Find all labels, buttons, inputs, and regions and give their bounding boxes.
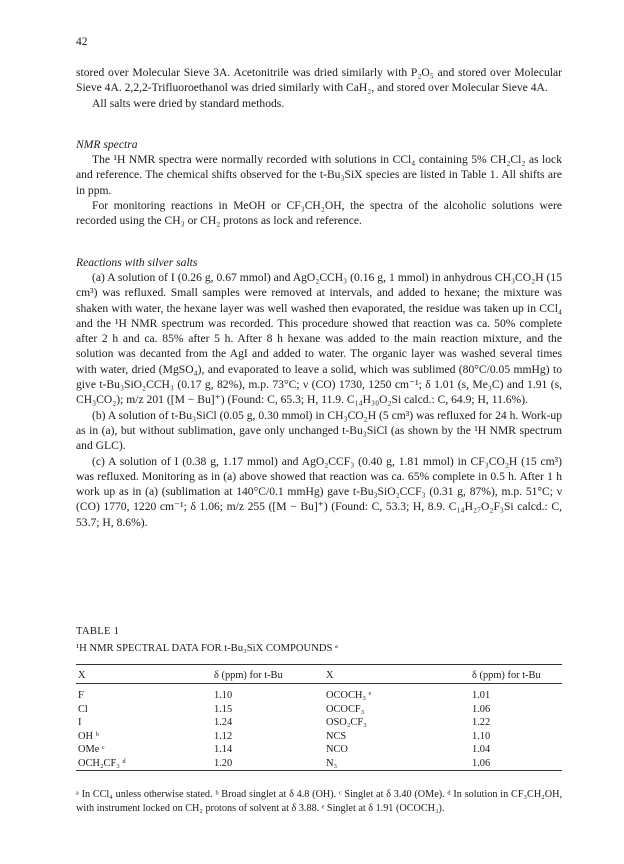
table-cell: NCO (326, 744, 348, 756)
table-header-row (76, 670, 562, 686)
table-label: TABLE 1 (76, 626, 120, 637)
paragraph-solvents: stored over Molecular Sieve 3A. Acetonitrile was dried similarly with P₂O₅ and stored over Molecular Sieve 4A. 2,2,2-Trifluoroethanol was dried similarly with CaH₂, and stored over Molecular Sieve 4A. (76, 66, 562, 95)
section-heading-silver: Reactions with silver salts (76, 255, 198, 269)
page-number: 42 (76, 36, 88, 48)
table-cell: 1.10 (472, 730, 491, 742)
body-text (76, 65, 562, 530)
table-cell: OSO₂CF₃ (326, 717, 367, 729)
table-cell: NCS (326, 730, 347, 742)
table-cell: 1.22 (472, 717, 491, 729)
table-row (76, 758, 562, 772)
table-header-cell: X (326, 670, 334, 681)
table-footnote: ᵃ In CCl₄ unless otherwise stated. ᵇ Broad singlet at δ 4.8 (OH). ᶜ Singlet at δ 3.40 (OMe). ᵈ In solution in CF₃CH₂OH, with instrument locked on CH₂ protons of solvent at δ 3.88. ᵉ Singlet at δ 1.91 (OCOCH₃). (76, 789, 562, 814)
table-caption: ¹H NMR SPECTRAL DATA FOR t-Bu₃SiX COMPOUNDS ᵃ (76, 643, 338, 654)
table-top-rule (76, 664, 562, 665)
table-cell: Cl (78, 703, 88, 715)
paragraph-nmr-2: For monitoring reactions in MeOH or CF₃CH₂OH, the spectra of the alcoholic solutions were recorded using the CH₃ or CH₂ protons as lock and reference. (76, 199, 562, 228)
paragraph-reaction-c: (c) A solution of I (0.38 g, 1.17 mmol) and AgO₂CCF₃ (0.40 g, 1.81 mmol) in CF₃CO₂H (15 cm³) was refluxed. Monitoring as in (a) above showed that reaction was ca. 65% complete in 0.5 h. After 1 h work up as in (a) (sublimation at 140°C/0.1 mmHg) gave t-Bu₃SiO₂CCF₃ (0.31 g, 87%), m.p. 51°C; ν (CO) 1770, 1220 cm⁻¹; δ 1.06; m/z 255 ([M − Bu]⁺) (Found: C, 53.3; H, 8.9. C₁₄H₂₇O₂F₃Si calcd.: C, 53.7; H, 8.6%). (76, 454, 562, 529)
table-row (76, 744, 562, 758)
table-row (76, 690, 562, 704)
table-row (76, 717, 562, 731)
table-cell: 1.15 (214, 703, 233, 715)
table-cell: 1.04 (472, 744, 491, 756)
table-cell: 1.20 (214, 757, 233, 769)
table-cell: 1.10 (214, 690, 233, 701)
table-header-cell: δ (ppm) for t-Bu (214, 670, 283, 681)
table-header-cell: X (78, 670, 86, 681)
table-cell: 1.06 (472, 757, 491, 769)
table-cell: F (78, 690, 84, 701)
paragraph-reaction-a: (a) A solution of I (0.26 g, 0.67 mmol) and AgO₂CCH₃ (0.16 g, 1 mmol) in anhydrous CH₃CO₂H (15 cm³) was refluxed. Small samples were removed at intervals, and added to hexane; the mixture was shaken with water, the hexane layer was well washed then evaporated, the residue was taken up in CCl₄ and the ¹H NMR spectrum was recorded. This procedure showed that reaction was ca. 50% complete after 2 h and ca. 85% after 5 h. After 8 h hexane was added to the main reaction mixture, and the solution was decanted from the AgI and added to water. The organic layer was washed several times with water, dried (MgSO₄), and evaporated to leave a solid, which was sublimed (80°C/0.05 mmHg) to give t-Bu₃SiO₂CCH₃ (0.17 g, 82%), m.p. 73°C; ν (CO) 1730, 1250 cm⁻¹; δ 1.01 (s, Me₃C) and 1.91 (s, CH₃CO₂); m/z 201 ([M − Bu]⁺) (Found: C, 65.3; H, 11.9. C₁₄H₃₀O₂Si calcd.: C, 64.9; H, 11.6%). (76, 270, 562, 407)
paragraph-reaction-b: (b) A solution of t-Bu₃SiCl (0.05 g, 0.30 mmol) in CH₃CO₂H (5 cm³) was refluxed for 24 h. Work-up as in (a), but without sublimation, gave only unchanged t-Bu₃SiCl (as shown by the ¹H NMR spectrum and GLC). (76, 408, 562, 453)
table-header-cell: δ (ppm) for t-Bu (472, 670, 541, 681)
table-cell: I (78, 717, 82, 729)
table-row (76, 731, 562, 745)
table-cell: 1.01 (472, 690, 491, 701)
table-cell: OCOCH₃ ᵉ (326, 690, 372, 701)
table-cell: 1.06 (472, 703, 491, 715)
table-cell: OMe ᶜ (78, 744, 105, 756)
paragraph-salts: All salts were dried by standard methods. (92, 96, 285, 110)
table-cell: 1.12 (214, 730, 233, 742)
paragraph-nmr-1: The ¹H NMR spectra were normally recorded with solutions in CCl₄ containing 5% CH₂Cl₂ as lock and reference. The chemical shifts observed for the t-Bu₃SiX species are listed in Table 1. All shifts are in ppm. (76, 153, 562, 197)
table-cell: OCH₂CF₃ ᵈ (78, 757, 126, 769)
table-cell: N₃ (326, 757, 338, 769)
nmr-table (76, 670, 562, 772)
table-cell: OCOCF₃ (326, 703, 365, 715)
table-row (76, 704, 562, 718)
table-cell: 1.24 (214, 717, 233, 729)
section-heading-nmr: NMR spectra (76, 137, 138, 151)
table-cell: OH ᵇ (78, 730, 99, 742)
table-cell: 1.14 (214, 744, 233, 756)
